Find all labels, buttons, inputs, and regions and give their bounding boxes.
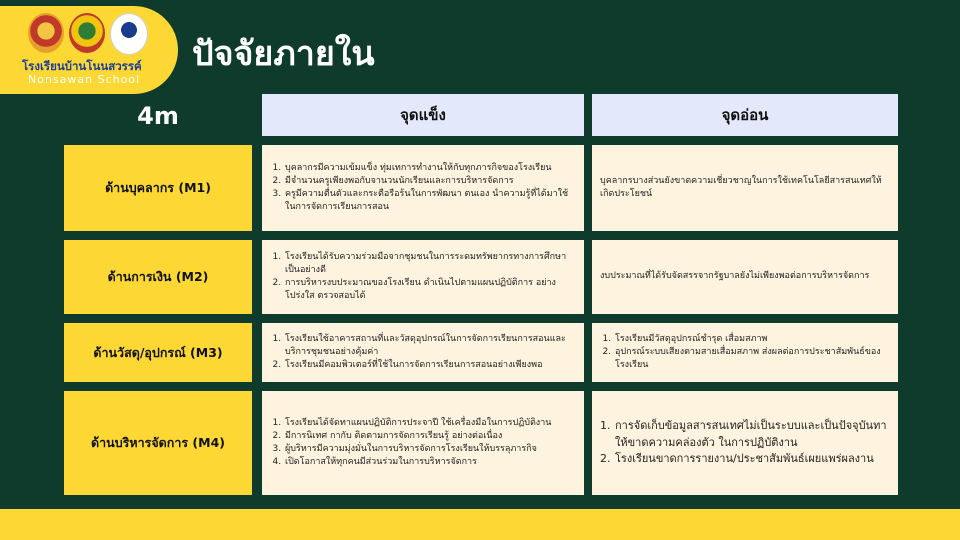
district-emblem-icon	[69, 13, 105, 53]
weakness-cell-m2	[592, 240, 898, 314]
strength-cell-m4	[262, 391, 584, 495]
list-item: 3. ครูมีความตื่นตัวและกระตือรือร้นในการพัฒนา ตนเอง นำความรู้ที่ได้มาใช้ในการจัดการเรียนการสอน	[284, 188, 576, 214]
list-item: 4. เปิดโอกาสให้ทุกคนมีส่วนร่วมในการบริหารจัดการ	[284, 456, 551, 469]
list-item: 1. โรงเรียนได้รับความร่วมมือจากชุมชนในการระดมทรัพยากรทางการศึกษาเป็นอย่างดี	[284, 251, 576, 277]
school-logos	[28, 13, 148, 55]
strength-column-header: จุดแข็ง	[262, 94, 584, 136]
table-corner-label: 4m	[137, 102, 179, 130]
list-item: 2. โรงเรียนมีคอมพิวเตอร์ที่ใช้ในการจัดการเรียนการสอนอย่างเพียงพอ	[284, 359, 576, 372]
list-item: 1. โรงเรียนได้จัดทาแผนปฏิบัติการประจาปี ใช้เครื่องมือในการปฏิบัติงาน	[284, 417, 551, 430]
list-item: 2. มีการนิเทศ กากับ ติดตามการจัดการเรียนรู้ อย่างต่อเนื่อง	[284, 430, 551, 443]
row-label-m4: ด้านบริหารจัดการ (M4)	[64, 391, 252, 495]
row-label-m2: ด้านการเงิน (M2)	[64, 240, 252, 314]
list-item: 2. อุปกรณ์ระบบเสียงตามสายเสื่อมสภาพ ส่งผลต่อการประชาสัมพันธ์ของโรงเรียน	[614, 346, 890, 372]
list-item: 2. การบริหารงบประมาณของโรงเรียน ดำเนินไปตามแผนปฏิบัติการ อย่างโปร่งใส ตรวจสอบได้	[284, 277, 576, 303]
strength-cell-m3	[262, 323, 584, 382]
weakness-column-header: จุดอ่อน	[592, 94, 898, 136]
weakness-text: งบประมาณที่ได้รับจัดสรรจากรัฐบาลยังไม่เพียงพอต่อการบริหารจัดการ	[600, 271, 870, 282]
list-item: 1. โรงเรียนใช้อาคารสถานที่และวัสดุอุปกรณ์ในการจัดการเรียนการสอนและบริการชุมชนอย่างคุ้มค่า	[284, 333, 576, 359]
list-item: 1. โรงเรียนมีวัสดุอุปกรณ์ชำรุด เสื่อมสภาพ	[614, 333, 890, 346]
weakness-cell-m4	[592, 391, 898, 495]
weakness-cell-m3	[592, 323, 898, 382]
list-item: 1. บุคลากรมีความเข้มแข็ง ทุ่มเทการทำงานให้กับทุกภารกิจของโรงเรียน	[284, 162, 576, 175]
school-emblem-icon	[110, 13, 148, 55]
strength-cell-m2	[262, 240, 584, 314]
page-title: ปัจจัยภายใน	[192, 34, 375, 74]
row-label-m3: ด้านวัสดุ/อุปกรณ์ (M3)	[64, 323, 252, 382]
list-item: 1. การจัดเก็บข้อมูลสารสนเทศไม่เป็นระบบและเป็นปัจจุบันทาให้ขาดความคล่องตัว ในการปฏิบัติงาน	[614, 418, 890, 451]
footer-bar	[0, 509, 960, 540]
school-name-th: โรงเรียนบ้านโนนสวรรค์	[22, 59, 142, 73]
weakness-cell-m1	[592, 145, 898, 231]
list-item: 3. ผู้บริหารมีความมุ่งมั่นในการบริหารจัดการโรงเรียนให้บรรลุภารกิจ	[284, 443, 551, 456]
school-name-en: Nonsawan School	[28, 73, 141, 86]
list-item: 2. มีจำนวนครูเพียงพอกับจานวนนักเรียนและการบริหารจัดการ	[284, 175, 576, 188]
list-item: 2. โรงเรียนขาดการรายงาน/ประชาสัมพันธ์เผยแพร่ผลงาน	[614, 451, 890, 468]
strength-cell-m1	[262, 145, 584, 231]
weakness-text: บุคลากรบางส่วนยังขาดความเชี่ยวชาญในการใช้เทคโนโลยีสารสนเทศให้เกิดประโยชน์	[600, 175, 882, 199]
obec-emblem-icon	[28, 13, 64, 53]
row-label-m1: ด้านบุคลากร (M1)	[64, 145, 252, 231]
